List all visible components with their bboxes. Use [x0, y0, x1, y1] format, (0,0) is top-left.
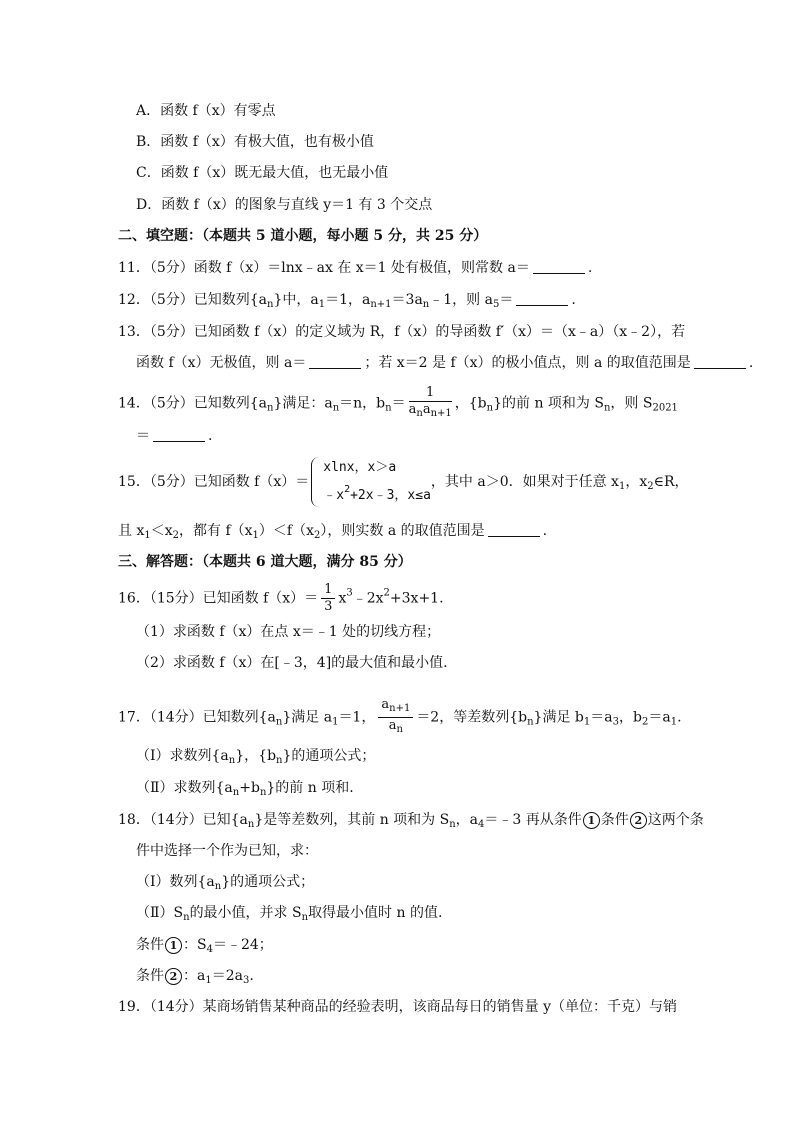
- option-d: D．函数 f（x）的图象与直线 y＝1 有 3 个交点: [136, 197, 433, 213]
- fraction: $\frac{a_{n+1}}{a_n}$: [378, 697, 413, 738]
- question-16-part2: （2）求函数 f（x）在[﹣3，4]的最大值和最小值.: [136, 655, 448, 671]
- condition-1: 条件 1 ：$S_4=﹣24$；: [136, 937, 273, 955]
- answer-blank[interactable]: [153, 427, 205, 442]
- answer-blank[interactable]: [309, 354, 361, 369]
- question-16-part1: （1）求函数 f（x）在点 x＝﹣1 处的切线方程；: [136, 624, 441, 640]
- question-17: 17．（14分）已知数列$\{a_n\}$满足 $a_1=1$， $\frac{a_{n+1}}{a_n}$ ＝2，等差数列$\{b_n\}$满足 $b_1=a_3$，$b_2=a_1$.: [118, 697, 682, 738]
- question-15-line1: 15．（5分）已知函数 f（x）＝ xlnx，x＞a $﹣x^2+2x﹣3$，x≤a ，其中 a＞0．如果对于任意 $x_1$，$x_2\in R$，: [118, 457, 689, 507]
- section-heading-fill-blank: 二、填空题：（本题共 5 道小题，每小题 5 分，共 25 分）: [118, 228, 488, 244]
- circled-number-1-icon: 1: [165, 937, 182, 954]
- option-b: B．函数 f（x）有极大值，也有极小值: [136, 134, 374, 150]
- answer-blank[interactable]: [488, 522, 540, 537]
- circled-number-1-icon: 1: [583, 812, 600, 829]
- circled-number-2-icon: 2: [630, 812, 647, 829]
- question-18-part1: （Ⅰ）数列$\{a_n\}$的通项公式；: [136, 874, 315, 892]
- question-17-part1: （Ⅰ）求数列$\{a_n\}$，$\{b_n\}$的通项公式；: [136, 748, 376, 766]
- question-14-line1: 14．（5分）已知数列$\{a_n\}$满足：$a_n=n$，$b_n=$ $\frac{1}{a_na_{n+1}}$ ，$\{b_n\}$的前 n 项和为 $S_n$，则 $S_{2021}$: [118, 385, 678, 422]
- option-a: A．函数 f（x）有零点: [136, 103, 276, 119]
- question-18-part2: $(Ⅱ)S_n$的最小值，并求 $S_n$取得最小值时 n 的值.: [136, 905, 443, 923]
- question-14-line2: ＝ .: [136, 428, 213, 444]
- fraction: $\frac{1}{a_na_{n+1}}$: [408, 385, 452, 419]
- question-13-line2: 函数 f（x）无极值，则 a＝ ；若 x＝2 是 f（x）的极小值点，则 a 的取值范围是 .: [136, 355, 754, 371]
- question-11: 11．（5分）函数 f（x）＝lnx﹣ax 在 x＝1 处有极值，则常数 a＝ .: [118, 260, 593, 276]
- circled-number-2-icon: 2: [165, 968, 182, 985]
- question-15-line2: 且 $x_1<x_2$，都有 $f(x_1)<f(x_2)$，则实数 a 的取值范围是 .: [118, 523, 548, 541]
- question-16: 16．（15分）已知函数 f（x）＝ $\frac{1}{3}$ $x^3﹣2x^2+3x+1$.: [118, 582, 444, 614]
- brace-icon: [311, 457, 320, 507]
- fraction: $\frac{1}{3}$: [321, 582, 335, 615]
- option-c: C．函数 f（x）既无最大值，也无最小值: [136, 165, 389, 181]
- question-12: 12．（5分）已知数列$\{a_n\}$中，$a_1=1$，$a_{n+1}=3a_n﹣1$，则 $a_5=$ .: [118, 292, 576, 310]
- condition-2: 条件 2 ：$a_1=2a_3$.: [136, 968, 254, 986]
- answer-blank[interactable]: [694, 354, 746, 369]
- question-18-line2: 件中选择一个作为已知，求：: [136, 843, 318, 859]
- answer-blank[interactable]: [516, 291, 568, 306]
- question-13-line1: 13．（5分）已知函数 f（x）的定义域为 R，f（x）的导函数 f′（x）＝（x﹣a）（x﹣2），若: [118, 324, 686, 340]
- question-18-line1: 18．（14分）已知$\{a_n\}$是等差数列，其前 n 项和为 $S_n$，$a_4=﹣3$ 再从条件 1 条件 2 这两个条: [118, 812, 704, 830]
- answer-blank[interactable]: [533, 259, 585, 274]
- piecewise-function: xlnx，x＞a $﹣x^2+2x﹣3$，x≤a: [311, 457, 431, 507]
- question-17-part2: （Ⅱ）求数列$\{a_n+b_n\}$的前 n 项和.: [136, 780, 354, 798]
- question-19-line1: 19．（14分）某商场销售某种商品的经验表明，该商品每日的销售量 y（单位：千克）与销: [118, 999, 677, 1015]
- section-heading-solutions: 三、解答题：（本题共 6 道大题，满分 85 分）: [118, 554, 412, 570]
